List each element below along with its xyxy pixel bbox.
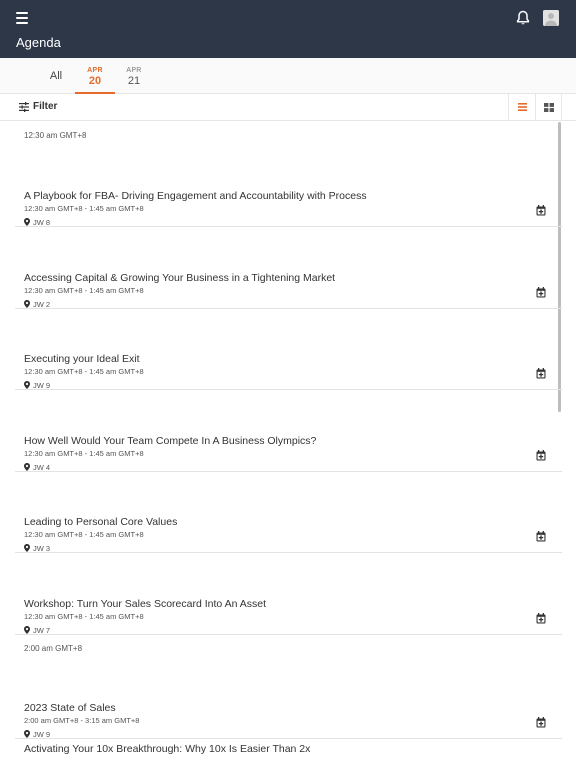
time-group-label: 2:00 am GMT+8 — [24, 644, 83, 653]
calendar-plus-icon[interactable] — [536, 205, 546, 216]
session-title[interactable]: A Playbook for FBA- Driving Engagement and Accountability with Process — [24, 190, 367, 202]
session-time: 12:30 am GMT+8 - 1:45 am GMT+8 — [24, 611, 144, 621]
session-location-label: JW 9 — [33, 381, 51, 390]
session-card[interactable] — [15, 472, 562, 553]
session-title[interactable]: Activating Your 10x Breakthrough: Why 10x Is Easier Than 2x — [24, 742, 311, 755]
tab-date-apr-21[interactable] — [114, 58, 154, 94]
tab-all-dates[interactable] — [40, 58, 72, 94]
session-card[interactable] — [15, 658, 562, 739]
sliders-icon — [19, 102, 29, 112]
map-pin-icon — [24, 300, 30, 308]
session-location-label: JW 2 — [33, 299, 51, 309]
session-time: 12:30 am GMT+8 - 1:45 am GMT+8 — [24, 367, 144, 376]
list-view-button[interactable] — [508, 94, 535, 121]
list-icon — [518, 103, 527, 111]
map-pin-icon — [24, 730, 30, 738]
tab-month: APR — [87, 67, 103, 74]
agenda-toolbar — [0, 94, 576, 121]
session-card[interactable] — [15, 740, 562, 768]
tab-all-label: All — [49, 70, 63, 82]
tab-date-apr-20[interactable] — [75, 58, 115, 94]
session-title[interactable]: Executing your Ideal Exit — [24, 353, 140, 365]
calendar-plus-icon[interactable] — [536, 450, 546, 461]
calendar-plus-icon[interactable] — [536, 368, 546, 379]
tab-day: 20 — [88, 75, 102, 87]
tab-day: 21 — [127, 75, 141, 87]
session-card[interactable] — [15, 391, 562, 472]
grid-icon — [544, 103, 554, 112]
calendar-plus-icon[interactable] — [536, 613, 546, 624]
hamburger-icon[interactable] — [16, 11, 30, 25]
bell-icon[interactable] — [515, 10, 531, 26]
tab-month: APR — [126, 67, 142, 74]
map-pin-icon — [24, 626, 30, 634]
session-title[interactable]: Accessing Capital & Growing Your Business in a Tightening Market — [24, 271, 336, 284]
session-location-label: JW 9 — [33, 730, 51, 739]
session-list — [0, 121, 576, 768]
session-time: 12:30 am GMT+8 - 1:45 am GMT+8 — [24, 448, 144, 458]
time-group-label: 12:30 am GMT+8 — [24, 131, 87, 140]
session-card[interactable] — [15, 554, 562, 635]
session-title[interactable]: Leading to Personal Core Values — [24, 516, 178, 528]
map-pin-icon — [24, 544, 30, 552]
user-avatar-icon[interactable] — [543, 10, 559, 26]
session-card[interactable] — [15, 146, 562, 227]
map-pin-icon — [24, 463, 30, 471]
calendar-plus-icon[interactable] — [536, 287, 546, 298]
session-title[interactable]: How Well Would Your Team Compete In A Business Olympics? — [24, 434, 317, 447]
calendar-plus-icon[interactable] — [536, 531, 546, 542]
session-location-label: JW 8 — [33, 218, 51, 227]
calendar-plus-icon[interactable] — [536, 717, 546, 728]
session-time: 12:30 am GMT+8 - 1:45 am GMT+8 — [24, 204, 144, 213]
filter-label: Filter — [33, 101, 58, 112]
session-location-label: JW 4 — [33, 462, 51, 472]
map-pin-icon — [24, 381, 30, 389]
session-time: 12:30 am GMT+8 - 1:45 am GMT+8 — [24, 530, 144, 539]
session-time: 2:00 am GMT+8 - 3:15 am GMT+8 — [24, 716, 140, 725]
session-location-label: JW 3 — [33, 544, 51, 553]
map-pin-icon — [24, 218, 30, 226]
session-location-label: JW 7 — [33, 625, 51, 635]
page-title: Agenda — [16, 35, 61, 50]
date-selector — [0, 58, 576, 94]
session-title[interactable]: Workshop: Turn Your Sales Scorecard Into An Asset — [24, 597, 267, 610]
grid-view-button[interactable] — [535, 94, 562, 121]
session-time: 12:30 am GMT+8 - 1:45 am GMT+8 — [24, 285, 144, 295]
session-card[interactable] — [15, 309, 562, 390]
app-header — [0, 0, 576, 58]
session-card[interactable] — [15, 228, 562, 309]
session-title[interactable]: 2023 State of Sales — [24, 702, 116, 714]
